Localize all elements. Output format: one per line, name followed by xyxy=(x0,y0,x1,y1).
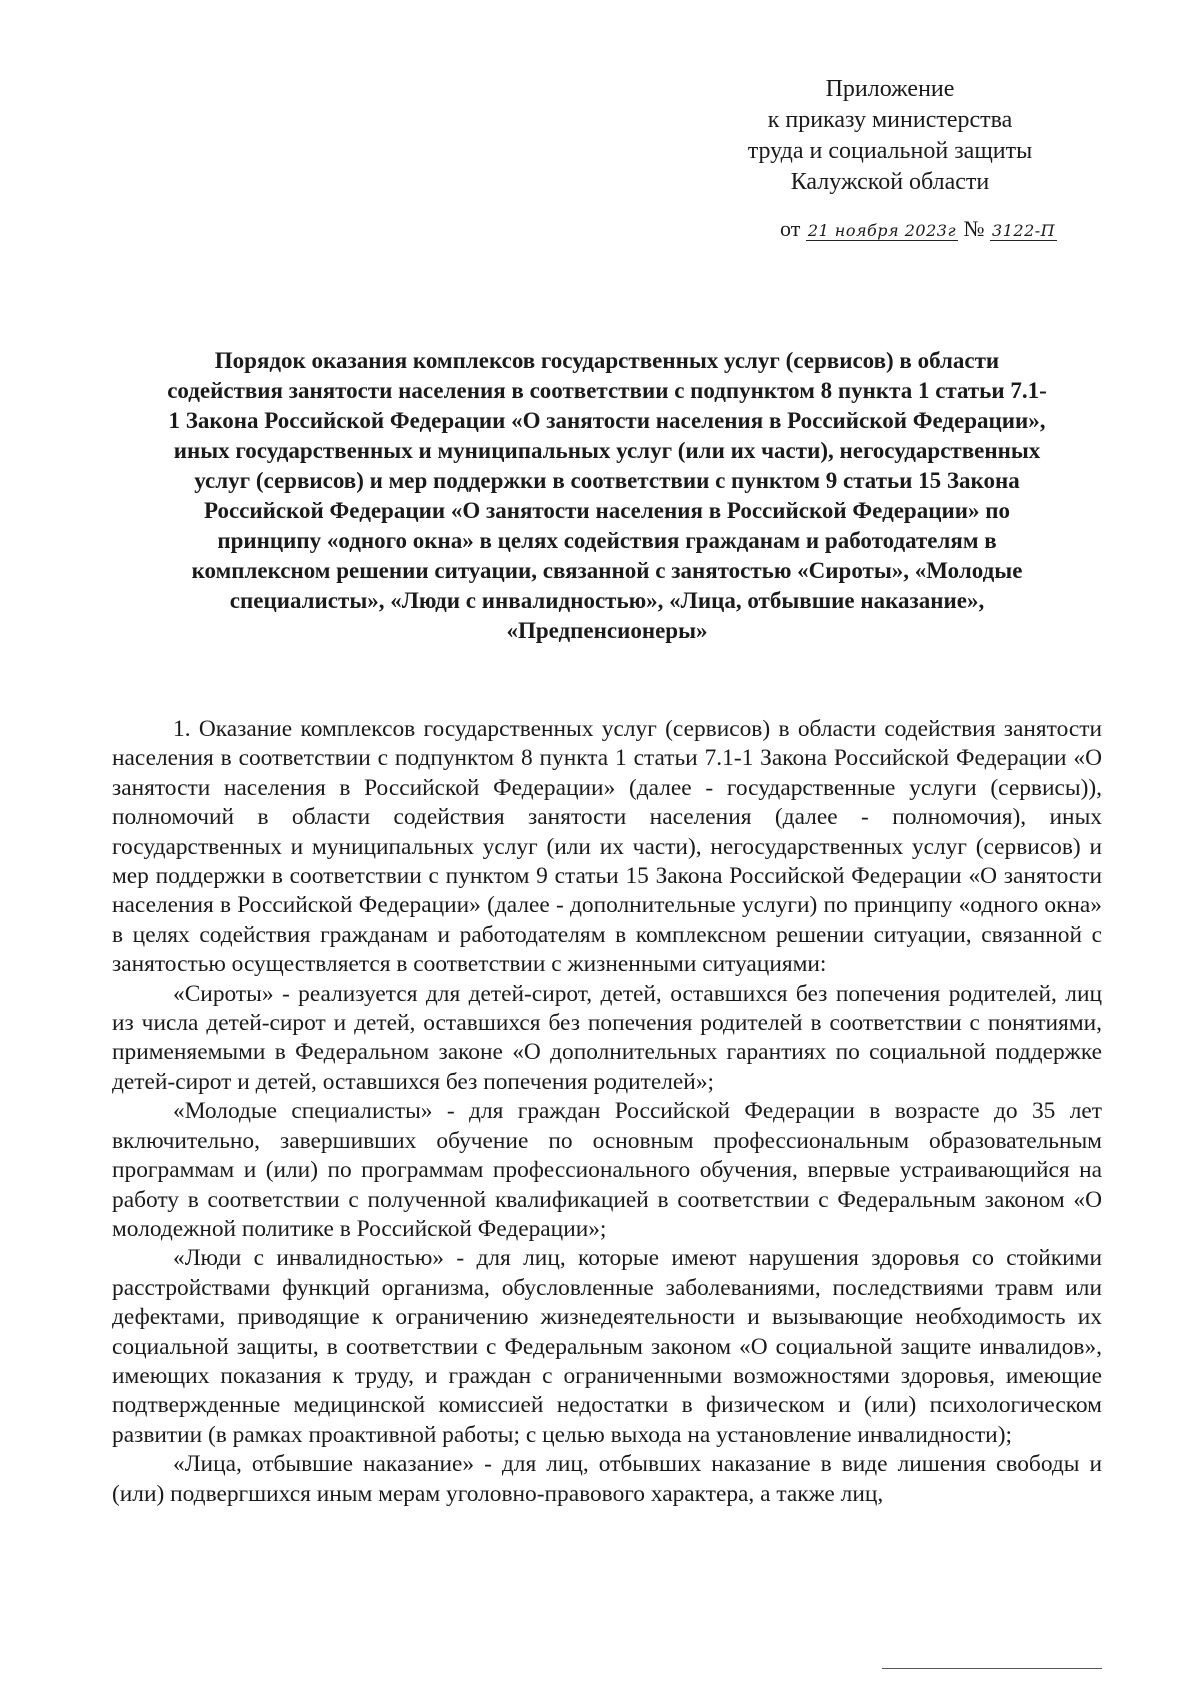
order-from-label: от xyxy=(780,216,801,241)
order-date-handwritten: 21 ноября 2023г xyxy=(807,221,957,240)
body-paragraph: «Лица, отбывшие наказание» - для лиц, отбывших наказание в виде лишения свободы и (или) подвергшихся иным мерам уголовно-правового характера, а также лиц, xyxy=(112,1451,1102,1507)
document-title xyxy=(112,346,1102,646)
body-paragraph: «Люди с инвалидностью» - для лиц, которые имеют нарушения здоровья со стойкими расстройствами функций организма, обусловленные заболеваниями, последствиями травм или дефектами, приводящие к ограничению жизнедеятельности и вызывающие необходимость их социальной защиты, в соответствии с Федеральным законом «О социальной защите инвалидов», имеющих показания к труду, и граждан с ограниченными возможностями здоровья, имеющие подтвержденные медицинской комиссией недостатки в физическом и (или) психологическом развитии (в рамках проактивной работы; с целью выхода на установление инвалидности); xyxy=(112,1245,1102,1448)
title-line: специалисты», «Люди с инвалидностью», «Лица, отбывшие наказание», xyxy=(229,588,985,613)
title-line: 1 Закона Российской Федерации «О занятости населения в Российской Федерации», xyxy=(168,408,1046,433)
body-paragraph: «Сироты» - реализуется для детей-сирот, детей, оставшихся без попечения родителей, лиц из числа детей-сирот и детей, оставшихся без попечения родителей в соответствии с понятиями, применяемыми в Федеральном законе «О дополнительных гарантиях по социальной поддержке детей-сирот и детей, оставшихся без попечения родителей»; xyxy=(112,980,1102,1095)
body-paragraph: «Молодые специалисты» - для граждан Российской Федерации в возрасте до 35 лет включительно, завершивших обучение по основным профессиональным образовательным программам и (или) по программам профессионального обучения, впервые устраивающийся на работу в соответствии с полученной квалификацией в соответствии с Федеральным законом «О молодежной политике в Российской Федерации»; xyxy=(112,1098,1102,1242)
title-line: услуг (сервисов) и мер поддержки в соответствии с пунктом 9 статьи 15 Закона xyxy=(194,468,1020,493)
body-paragraph: 1. Оказание комплексов государственных услуг (сервисов) в области содействия занятости населения в соответствии с подпунктом 8 пункта 1 статьи 7.1-1 Закона Российской Федерации «О занятости населения в Российской Федерации» (далее - государственные услуги (сервисы)), полномочий в области содействия занятости населения (далее - полномочия), иных государственных и муниципальных услуг (или их части), негосударственных услуг (сервисов) и мер поддержки в соответствии с пунктом 9 статьи 15 Закона Российской Федерации «О занятости населения в Российской Федерации» (далее - дополнительные услуги) по принципу «одного окна» в целях содействия гражданам и работодателям в комплексном решении ситуации, связанной с занятостью осуществляется в соответствии с жизненными ситуациями: xyxy=(112,716,1102,978)
order-number-handwritten: 3122-П xyxy=(992,221,1056,240)
title-line: Порядок оказания комплексов государственных услуг (сервисов) в области xyxy=(214,348,1000,373)
appendix-header xyxy=(680,74,1100,198)
title-line: иных государственных и муниципальных услуг (или их части), негосударственных xyxy=(173,438,1041,463)
footer-rule xyxy=(882,1668,1102,1669)
order-number-label: № xyxy=(963,216,985,241)
document-body xyxy=(112,715,1102,1509)
order-reference xyxy=(780,216,1057,242)
appendix-line: Калужской области xyxy=(790,169,990,195)
title-line: содействия занятости населения в соответствии с подпунктом 8 пункта 1 статьи 7.1- xyxy=(167,378,1047,403)
title-line: «Предпенсионеры» xyxy=(506,618,708,643)
appendix-line: труда и социальной защиты xyxy=(747,138,1033,164)
appendix-line: Приложение xyxy=(825,76,955,102)
title-line: Российской Федерации «О занятости населения в Российской Федерации» по xyxy=(204,498,1010,523)
title-line: комплексном решении ситуации, связанной с занятостью «Сироты», «Молодые xyxy=(191,558,1023,583)
title-line: принципу «одного окна» в целях содействия гражданам и работодателям в xyxy=(217,528,997,553)
appendix-line: к приказу министерства xyxy=(767,107,1013,133)
